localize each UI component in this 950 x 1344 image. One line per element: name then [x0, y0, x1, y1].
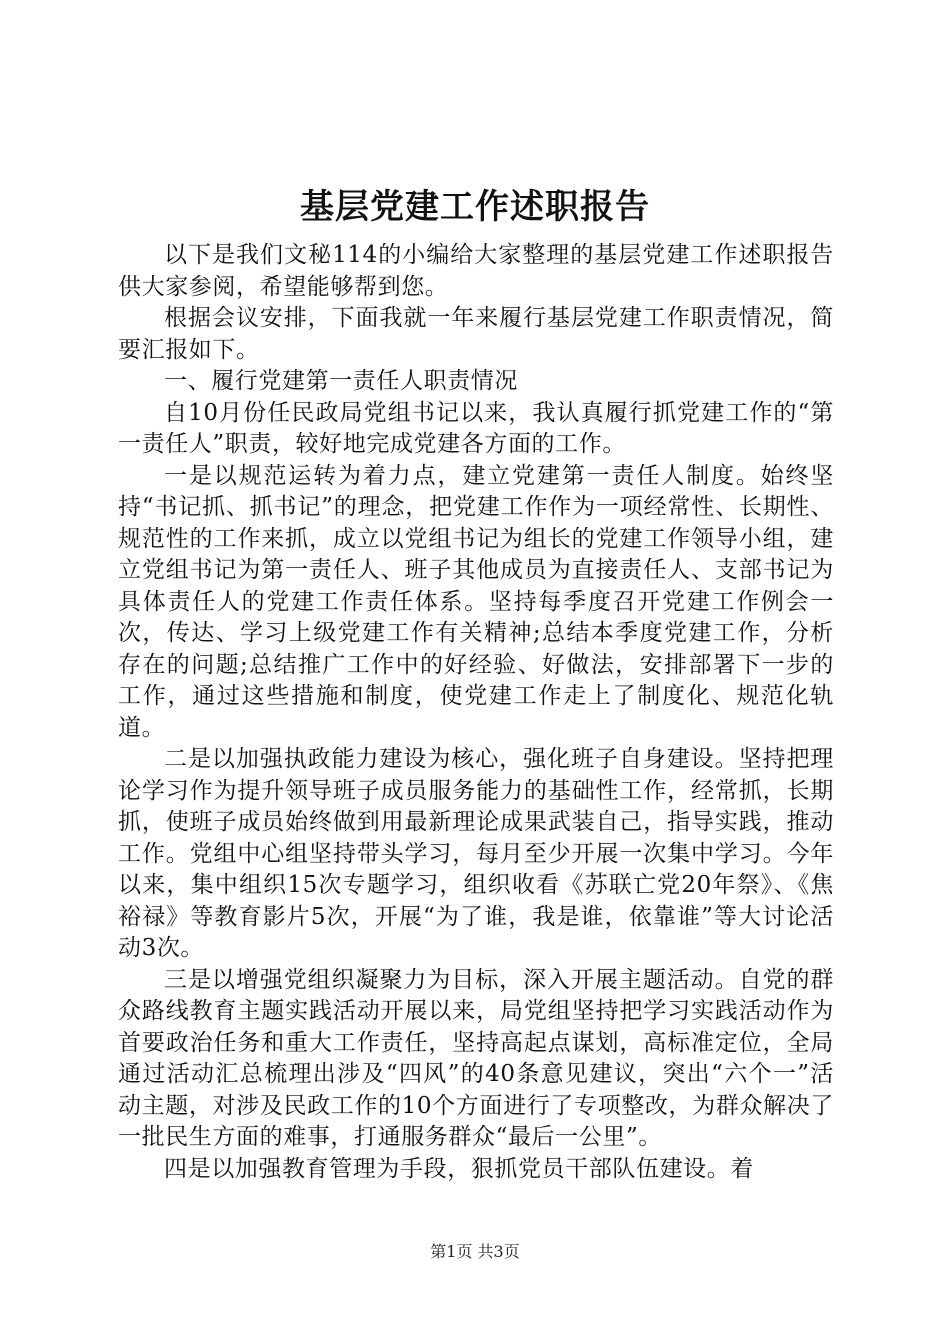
paragraph-responsibility: 自10月份任民政局党组书记以来，我认真履行抓党建工作的“第一责任人”职责，较好地完成党建各方面的工作。 [118, 399, 834, 457]
paragraph-point-three: 三是以增强党组织凝聚力为目标，深入开展主题活动。自党的群众路线教育主题实践活动开展以来，局党组坚持把学习实践活动作为首要政治任务和重大工作责任，坚持高起点谋划，高标准定位，全局通过活动汇总梳理出涉及“四风”的40条意见建议，突出“六个一”活动主题，对涉及民政工作的10个方面进行了专项整改，为群众解决了一批民生方面的难事，打通服务群众“最后一公里”。 [118, 966, 834, 1150]
document-title: 基层党建工作述职报告 [300, 187, 650, 227]
paragraph-point-one: 一是以规范运转为着力点，建立党建第一责任人制度。始终坚持“书记抓、抓书记”的理念，把党建工作作为一项经常性、长期性、规范性的工作来抓，成立以党组书记为组长的党建工作领导小组，建立党组书记为第一责任人、班子其他成员为直接责任人、支部书记为具体责任人的党建工作责任体系。坚持每季度召开党建工作例会一次，传达、学习上级党建工作有关精神;总结本季度党建工作，分析存在的问题;总结推广工作中的好经验、好做法，安排部署下一步的工作，通过这些措施和制度，使党建工作走上了制度化、规范化轨道。 [118, 462, 834, 741]
paragraph-point-two: 二是以加强执政能力建设为核心，强化班子自身建设。坚持把理论学习作为提升领导班子成员服务能力的基础性工作，经常抓，长期抓，使班子成员始终做到用最新理论成果武装自己，指导实践，推动工作。党组中心组坚持带头学习，每月至少开展一次集中学习。今年以来，集中组织15次专题学习，组织收看《苏联亡党20年祭》、《焦裕禄》等教育影片5次，开展“为了谁，我是谁，依靠谁”等大讨论活动3次。 [118, 746, 834, 961]
document-body [118, 240, 834, 1185]
paragraph-point-four: 四是以加强教育管理为手段，狠抓党员干部队伍建设。着 [164, 1155, 754, 1182]
page-number-footer: 第1页 共3页 [430, 1242, 520, 1261]
paragraph-intro: 以下是我们文秘114的小编给大家整理的基层党建工作述职报告供大家参阅，希望能够帮到您。 [118, 242, 834, 300]
paragraph-opening: 根据会议安排，下面我就一年来履行基层党建工作职责情况，简要汇报如下。 [118, 305, 834, 363]
section-heading: 一、履行党建第一责任人职责情况 [164, 368, 518, 394]
